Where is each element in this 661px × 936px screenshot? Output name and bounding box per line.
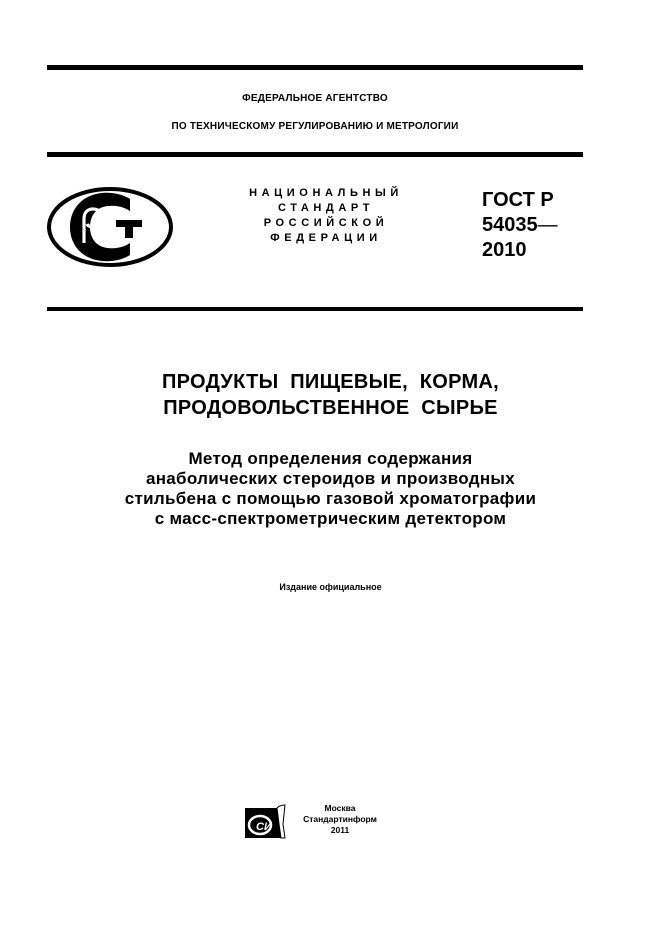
- national-standard-line: НАЦИОНАЛЬНЫЙ: [249, 187, 403, 199]
- national-standard-line: ФЕДЕРАЦИИ: [270, 232, 382, 244]
- title-line: ПРОДОВОЛЬСТВЕННОЕ СЫРЬЕ: [163, 397, 498, 419]
- agency-name-line1: ФЕДЕРАЛЬНОЕ АГЕНТСТВО: [242, 93, 388, 104]
- svg-text:СИ: СИ: [256, 821, 272, 833]
- agency-name-line2: ПО ТЕХНИЧЕСКОМУ РЕГУЛИРОВАНИЮ И МЕТРОЛОГИИ: [171, 121, 459, 132]
- document-subtitle: [0, 449, 661, 529]
- designation-dash: —: [537, 214, 558, 236]
- subtitle-line: стильбена с помощью газовой хроматографии: [124, 489, 537, 508]
- top-rule: [47, 65, 583, 70]
- national-standard-label: [238, 186, 414, 246]
- designation-year: 2010: [482, 239, 527, 261]
- designation-prefix: ГОСТ Р: [482, 189, 554, 211]
- publisher-imprint: [290, 803, 390, 836]
- designation-number-line: [482, 213, 558, 238]
- standard-block-rule: [47, 307, 583, 311]
- document-title: [0, 369, 661, 421]
- standartinform-logo-icon: [243, 804, 287, 840]
- publication-year: 2011: [330, 825, 350, 835]
- title-line: ПРОДУКТЫ ПИЩЕВЫЕ, КОРМА,: [161, 371, 500, 393]
- national-standard-line: СТАНДАРТ: [277, 202, 375, 214]
- gost-r-conformity-mark-icon: [46, 185, 174, 269]
- standard-designation: [482, 188, 558, 263]
- designation-number: 54035: [482, 214, 538, 236]
- subtitle-line: с масс-спектрометрическим детектором: [154, 509, 507, 528]
- publisher-city: Москва: [324, 803, 356, 813]
- header-rule: [47, 152, 583, 157]
- subtitle-line: анаболических стероидов и производных: [145, 469, 515, 488]
- publisher-name: Стандартинформ: [303, 814, 377, 824]
- national-standard-line: РОССИЙСКОЙ: [263, 217, 389, 229]
- subtitle-line: Метод определения содержания: [188, 449, 473, 468]
- edition-label: Издание официальное: [279, 582, 382, 592]
